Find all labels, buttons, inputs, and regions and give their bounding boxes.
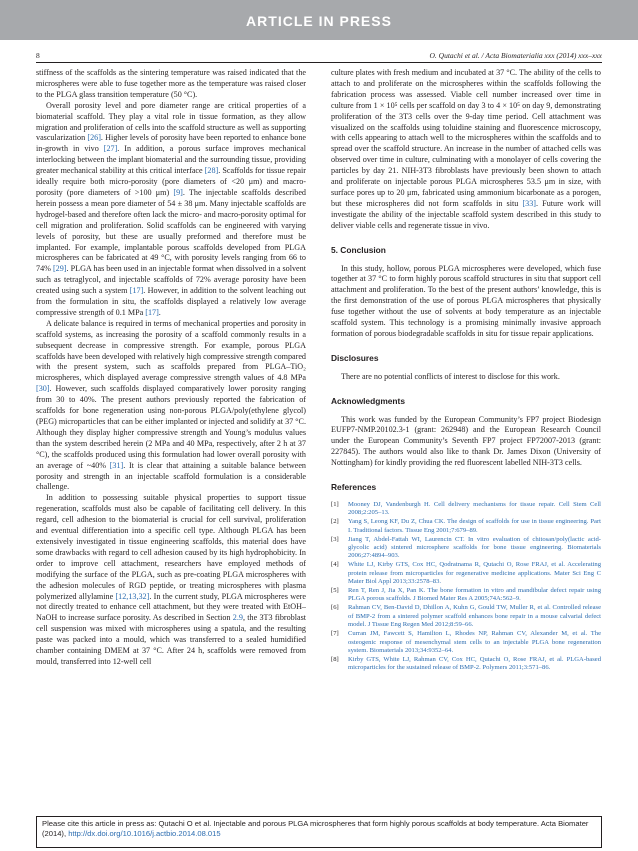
citation-link[interactable]: 2.9	[232, 613, 243, 623]
disclosures-text: There are no potential conflicts of interest to disclose for this work.	[341, 371, 560, 381]
paragraph-text: . PLGA has been used in an injectable format when dissolved in a solvent such as tetraglycol, and injectable scaffolds of 72% average porosity have been created using such a system	[36, 264, 306, 296]
reference-number: [6]	[331, 604, 339, 612]
paragraph-text: . Scaffolds for tissue repair ideally require both micro-porosity (pore diameters of <20 μm) and macro-porosity (pore diameters of >100 μm)	[36, 166, 307, 197]
reference-number: [2]	[331, 518, 339, 526]
body-paragraph	[36, 68, 306, 101]
reference-item	[331, 604, 601, 629]
paragraph-text: . However, such scaffolds displayed comparatively lower porosity ranging from 30 to 40%. The present authors previously reported the fabrication of scaffolds for bone regeneration using non-porous PLGA/poly(ethylene glycol) (PEG) microparticles that can be either implanted or injected and solidify at 37 °C. Although they display higher compressive strength and Young’s modulus values than the system described herein (2 MPa and 40 MPa, respectively, after 2 h at 37 °C), the scaffolds produced using this formulation had lower overall porosity with an average of ~40%	[36, 384, 306, 470]
reference-link[interactable]: Yang S, Leong KF, Du Z, Chua CK. The design of scaffolds for use in tissue engineering. Part I. Traditional factors. Tissue Eng 2001;7:679–89.	[348, 518, 601, 534]
reference-number: [4]	[331, 561, 339, 569]
citation-link[interactable]: [27]	[103, 144, 118, 154]
page-number: 8	[36, 51, 40, 60]
paragraph-text: culture plates with fresh medium and incubated at 37 °C. The ability of the cells to attach to and proliferate on the microspheres within the scaffolds following the fabrication process was assessed. Viable cell number increased over time in culture from 1 × 10⁵ cells per scaffold on day 3 to 4 × 10⁵ on day 9, demonstrating proliferation of the 3T3 cells over the 9-day time period. Cell attachment was visualized on the scaffolds using toluidine staining and fluorescence microscopy, with cells appearing to attach well to the microspheres within the scaffolds and to spread over the scaffold structure. An increase in the number of attached cells was observed over time in culture, culminating with a monolayer of cells covering the particles by day 21. NIH-3T3 fibroblasts have previously been shown to attach and proliferate on injectable porous PLGA microspheres 53.5 μm in size, with surface pores up to 20 μm, fabricated using ammonium bicarbonate as a porogen, but these microspheres did not form scaffolds in situ	[331, 68, 601, 208]
reference-link[interactable]: Rahman CV, Ben-David D, Dhillon A, Kuhn G, Gould TW, Muller R, et al. Controlled release of BMP-2 from a sintered polymer scaffold enhances bone repair in a mouse calvarial defect model. J Tissue Eng Regen Med 2012;8:59–66.	[348, 604, 601, 629]
references-heading: References	[331, 482, 377, 493]
reference-link[interactable]: White LJ, Kirby GTS, Cox HC, Qodratnama R, Qutachi O, Rose FRAJ, et al. Accelerating protein release from microparticles for regenerative medicine applications. Mater Sci Eng C Mater Biol Appl 2013;33:2578–83.	[348, 561, 601, 586]
reference-number: [5]	[331, 587, 339, 595]
citation-link[interactable]: [17]	[145, 307, 159, 317]
reference-item	[331, 501, 601, 518]
citation-link[interactable]: [9]	[173, 187, 183, 197]
paragraph-text: . Future work will investigate the ability of the injectable scaffold system described in this study to deliver viable cells and regenerate tissue in vivo.	[331, 198, 601, 230]
banner-text: ARTICLE IN PRESS	[246, 13, 392, 29]
paragraph-text: . In the current study, PLGA microspheres were not directly treated to enhance cell attachment, but they were treated with EtOH–NaOH to increase surface porosity. As described in Section	[36, 591, 306, 623]
doi-link[interactable]: http://dx.doi.org/10.1016/j.actbio.2014.08.015	[68, 829, 221, 839]
conclusion-text: In this study, hollow, porous PLGA microspheres were developed, which fuse together at 37 °C to form highly porous scaffold structures in situ that support cell attachment and proliferation. To the best of the present authors’ knowledge, this is the first demonstration of the use of porous PLGA microspheres that physically fuse together without the use of solvents at body temperature as an injectable scaffold system. This technology is a promising minimally invasive approach formation of porous biodegradable scaffolds in situ for tissue repair applications.	[331, 263, 601, 338]
paragraph-text: , the 3T3 fibroblast cell suspension was mixed with microspheres using a spatula, and the resulting paste was packed into a mould, which was transferred to a sealed humidified chamber containing DMEM at 37 °C. After 24 h, scaffolds were removed from mould, transferred into 12-well cell	[36, 613, 307, 666]
reference-number: [7]	[331, 630, 339, 638]
acknowledgments-heading: Acknowledgments	[331, 395, 405, 406]
reference-link[interactable]: Curran JM, Fawcett S, Hamilton L, Rhodes NP, Rahman CV, Alexander M, et al. The osteogenic response of mesenchymal stem cells to an injectable PLGA bone regeneration system. Biomaterials 2013;34:9352–64.	[348, 630, 601, 654]
citation-link[interactable]: [28]	[204, 166, 219, 176]
conclusion-heading: 5. Conclusion	[331, 244, 386, 255]
citation-link[interactable]: [30]	[36, 384, 50, 394]
paragraph-text: . However, in addition to the solvent leaching out from the formulation in situ, the scaffolds displayed a relatively low average compressive strength of 0.1 MPa	[36, 286, 306, 317]
acknowledgments-text: This work was funded by the European Community’s FP7 project Biodesign EUFP7-NMP.20102.3-1 (grant: 262948) and the European Research Council under the European Community’s Seventh FP7 project FP72007-2013 (grant: 227845). The authors would also like to thank Dr. James Dixon (University of Nottingham) for kindly providing the red fluorescent labelled NIH-3T3 cells.	[331, 414, 601, 468]
disclosures-heading: Disclosures	[331, 352, 379, 363]
header-rule	[36, 62, 602, 63]
citation-link[interactable]: [12,13,32]	[115, 591, 150, 601]
citation-link[interactable]: [26]	[87, 133, 101, 143]
reference-item	[331, 630, 601, 655]
reference-list	[331, 501, 601, 673]
paragraph-text: Overall porosity level and pore diameter range are critical properties of a biomaterial scaffold. They play a vital role in tissue formation, as they allow migration and proliferation of cells into the scaffold structure as well as supporting vascularization	[36, 100, 306, 143]
reference-link[interactable]: Mooney DJ, Vandenburgh H. Cell delivery mechanisms for tissue repair. Cell Stem Cell 2008;2:205–13.	[348, 501, 601, 517]
body-paragraph	[36, 101, 306, 319]
paragraph-text: . The injectable scaffolds described herein possess a mean pore diameter of 54 ± 38 μm. Many injectable scaffolds are hydrogel-based and therefore often lack the micro- and macro-porosity optimal for cell migration and proliferation. Solid scaffolds can be engineered with varying levels of porosity, but these are usually preformed and therefore must be implanted. For example, implantable porous scaffolds developed from PLGA microspheres can be fabricated at 49 °C, with porosity levels ranging from 66 to 74%	[36, 187, 306, 274]
left-column	[36, 68, 306, 668]
running-head: O. Qutachi et al. / Acta Biomaterialia xxx (2014) xxx–xxx	[429, 51, 602, 60]
reference-number: [1]	[331, 501, 339, 508]
reference-item	[331, 587, 601, 604]
reference-item	[331, 518, 601, 535]
reference-item	[331, 536, 601, 561]
paragraph-text: stiffness of the scaffolds as the sintering temperature was raised indicated that the microspheres were able to fuse together more as the temperature was raised closer to the PLGA glass transition temperature (50 °C).	[36, 68, 306, 99]
paragraph-text: .	[158, 307, 161, 317]
reference-link[interactable]: Jiang T, Abdel-Fattah WI, Laurencin CT. In vitro evaluation of chitosan/poly(lactic acid-glycolic acid) sintered microsphere scaffolds for bone tissue engineering. Biomaterials 2006;27:4894–903.	[348, 535, 601, 560]
paragraph-text: In addition to possessing suitable physical properties to support tissue regeneration, scaffolds must also be capable of facilitating cell delivery. In this regard, cell adhesion to the biomaterial is crucial for cell survival, proliferation and eventual differentiation into a specific cell type. Although PLGA has been extensively investigated in tissue engineering scaffolds, this material does have some drawbacks with regard to cell adhesion caused by its high hydrophobicity. In order to improve cell attachment, researchers have employed methods of modifying the surface of the PLGA, such as pre-coating PLGA microspheres with the adhesion molecules of RGD peptide, or treating microspheres with plasma polymerized allylamine	[36, 493, 306, 601]
reference-number: [3]	[331, 535, 339, 543]
article-in-press-banner	[0, 0, 638, 40]
paragraph-text: A delicate balance is required in terms of mechanical properties and porosity in scaffold systems, as increasing the porosity of a scaffold commonly results in a subsequent decrease in compressive strength. For example, porous PLGA scaffolds have been developed with relatively high compressive strength compared with the present system, such as scaffolds prepared from PLGA–TiO₂ microspheres, which displayed average compressive strength values of 4.8 MPa	[36, 318, 306, 383]
reference-item	[331, 561, 601, 586]
reference-link[interactable]: Ren T, Ren J, Jia X, Pan K. The bone formation in vitro and mandibular defect repair using PLGA porous scaffolds. J Biomed Mater Res A 2005;74A:562–9.	[348, 587, 601, 603]
body-paragraph	[36, 493, 306, 668]
citation-link[interactable]: [33]	[522, 198, 536, 208]
paragraph-text: . Higher levels of porosity have been reported to enhance bone in-growth in vivo	[36, 133, 306, 154]
citation-footer	[36, 816, 602, 848]
reference-number: [8]	[331, 655, 339, 663]
citation-link[interactable]: [17]	[129, 286, 144, 296]
paragraph-text: . It is clear that attaining a suitable balance between porosity and strength in an injectable scaffold formulation is a considerable challenge.	[36, 460, 306, 492]
reference-item	[331, 656, 601, 673]
citation-link[interactable]: [29]	[52, 264, 67, 274]
citation-text: Please cite this article in press as: Qutachi O et al. Injectable and porous PLGA microspheres that form highly porous scaffolds at body temperature. Acta Biomater (2014),	[42, 819, 589, 839]
body-paragraph	[36, 319, 306, 494]
body-paragraph	[331, 68, 601, 232]
citation-link[interactable]: [31]	[109, 460, 124, 470]
paragraph-text: . In addition, a porous surface improves mechanical interlocking between the implant biomaterial and the surrounding tissue, providing greater mechanical stability at this critical interface	[36, 144, 306, 176]
reference-link[interactable]: Kirby GTS, White LJ, Rahman CV, Cox HC, Qutachi O, Rose FRAJ, et al. PLGA-based microparticles for the sustained release of BMP-2. Polymers 2011;3:571–86.	[348, 655, 601, 672]
right-column	[331, 68, 601, 673]
